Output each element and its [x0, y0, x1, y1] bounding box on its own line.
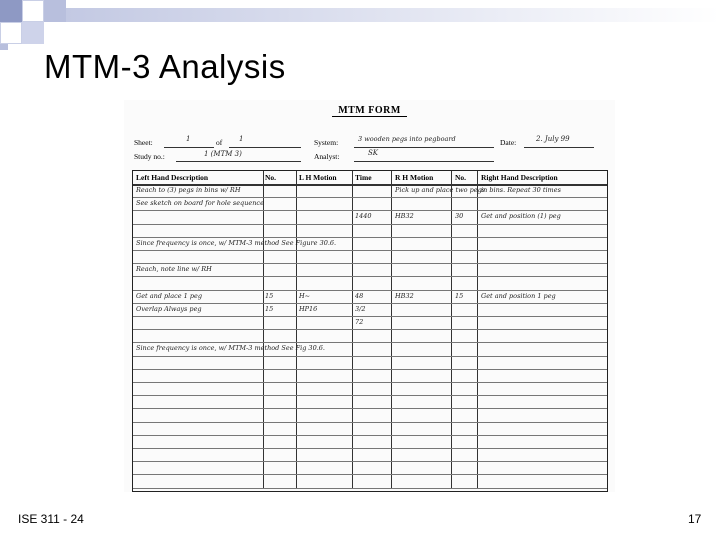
date-value: 2. July 99 [536, 135, 570, 143]
table-cell: See sketch on board for hole sequence [136, 199, 264, 208]
table-cell: Since frequency is once, w/ MTM-3 method See Fig 30.6. [136, 344, 325, 353]
table-cell: Reach to (3) pegs in bins w/ RH [136, 186, 241, 194]
table-row [133, 265, 607, 278]
table-cell: 15 [265, 304, 274, 313]
page-number: 17 [688, 512, 702, 526]
of-label: of [216, 138, 223, 147]
table-row [133, 226, 607, 239]
table-row [133, 318, 607, 331]
mtm-form-scan [124, 100, 615, 492]
table-row-divider [133, 422, 607, 423]
table-cell: Get and place 1 peg [136, 291, 203, 300]
table-row-divider [133, 474, 607, 475]
table-row [133, 212, 607, 225]
table-row-divider [133, 408, 607, 409]
system-value: 3 wooden pegs into pegboard [358, 135, 456, 143]
course-footer: ISE 311 - 24 [18, 512, 84, 526]
table-row-divider [133, 461, 607, 462]
table-cell: Pick up and place two pegs [395, 186, 486, 194]
form-heading: MTM FORM [332, 105, 407, 117]
deco-bar [66, 8, 720, 22]
table-row [133, 344, 607, 357]
table-cell: Since frequency is once, w/ MTM-3 method See Figure 30.6. [136, 238, 337, 247]
table-cell: HP16 [299, 304, 318, 313]
table-cell: Get and position (1) peg [481, 212, 561, 221]
table-row [133, 305, 607, 318]
sheet-value: 1 [186, 135, 191, 143]
table-cell: Get and position 1 peg [481, 291, 556, 300]
table-cell: Reach, note line w/ RH [136, 265, 212, 274]
study-label: Study no.: [134, 152, 165, 161]
table-row-divider [133, 382, 607, 383]
analyst-value: SK [368, 149, 379, 157]
slide-decoration [0, 0, 720, 50]
table-cell: HB32 [395, 212, 414, 221]
slide-title: MTM-3 Analysis [44, 48, 286, 85]
col-header-lh-description: Left Hand Description [136, 173, 209, 182]
table-cell: HB32 [395, 291, 414, 300]
table-row-divider [133, 435, 607, 436]
col-header-time: Time [355, 173, 372, 182]
table-cell: 30 [455, 212, 464, 221]
table-cell: 15 [455, 291, 464, 300]
table-cell: 1440 [355, 212, 372, 221]
deco-square [22, 0, 44, 22]
table-cell: H~ [299, 291, 311, 300]
col-header-no-right: No. [455, 173, 467, 182]
table-row [133, 331, 607, 344]
table-cell: 48 [355, 291, 364, 300]
col-header-rh-motion: R H Motion [395, 173, 434, 182]
table-row [133, 252, 607, 265]
table-cell: 3/2 [355, 304, 366, 313]
of-value: 1 [239, 135, 244, 143]
table-row [133, 292, 607, 305]
date-label: Date: [500, 138, 517, 147]
col-header-rh-description: Right Hand Description [481, 173, 558, 182]
table-cell: 72 [355, 318, 364, 326]
table-row-divider [133, 395, 607, 396]
deco-square [0, 0, 22, 22]
deco-square [0, 22, 22, 44]
system-label: System: [314, 138, 339, 147]
table-row [133, 278, 607, 291]
col-header-lh-motion: L H Motion [299, 173, 337, 182]
mtm-table [132, 170, 608, 492]
table-row [133, 186, 607, 199]
table-cell: 15 [265, 291, 274, 300]
col-header-no-left: No. [265, 173, 277, 182]
table-row-divider [133, 488, 607, 489]
table-cell: Overlap Always peg [136, 304, 202, 313]
analyst-label: Analyst: [314, 152, 340, 161]
study-value: 1 (MTM 3) [204, 150, 242, 158]
table-row [133, 239, 607, 252]
table-row-divider [133, 448, 607, 449]
table-row-divider [133, 369, 607, 370]
table-cell: in bins. Repeat 30 times [481, 186, 561, 194]
deco-square [0, 44, 8, 50]
deco-square [22, 22, 44, 44]
table-row [133, 199, 607, 212]
sheet-label: Sheet: [134, 138, 153, 147]
deco-square [44, 0, 66, 22]
